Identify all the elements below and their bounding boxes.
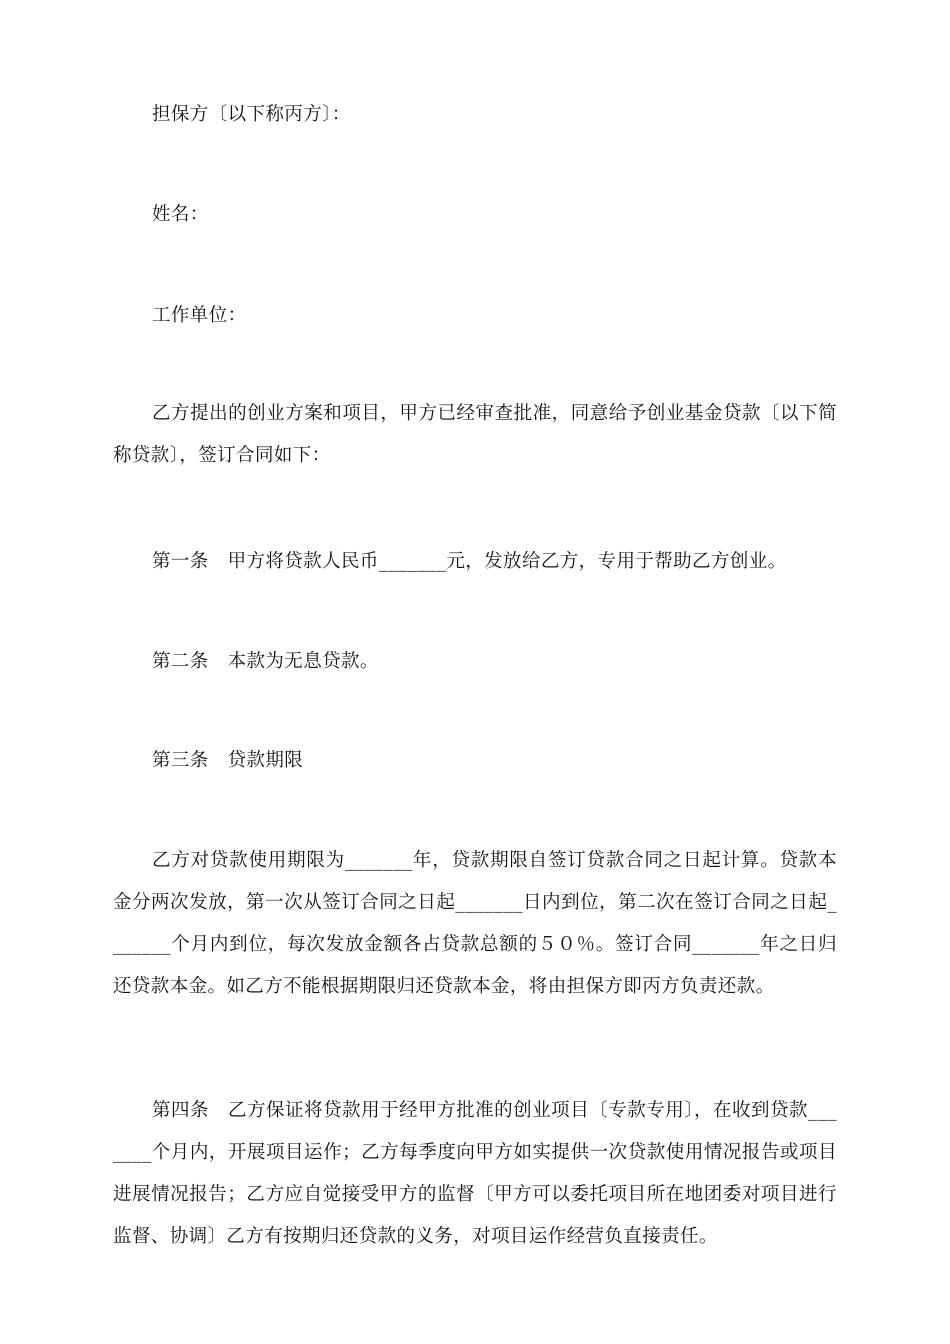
name-field-label: 姓名： [152, 204, 209, 225]
article-3-heading: 第三条 贷款期限 [152, 750, 304, 771]
contract-preamble: 乙方提出的创业方案和项目，甲方已经审查批准，同意给予创业基金贷款〔以下简称贷款〕，签订合同如下： [113, 403, 837, 466]
article-1: 第一条 甲方将贷款人民币_______元，发放给乙方，专用于帮助乙方创业。 [152, 551, 787, 572]
article-4: 第四条 乙方保证将贷款用于经甲方批准的创业项目〔专款专用〕，在收到贷款_______个月内，开展项目运作；乙方每季度向甲方如实提供一次贷款使用情况报告或项目进展情况报告；乙方应自觉接受甲方的监督〔甲方可以委托项目所在地团委对项目进行监督、协调〕乙方有按期归还贷款的义务，对项目运作经营负直接责任。 [113, 1100, 837, 1247]
guarantor-heading: 担保方〔以下称丙方〕： [152, 104, 351, 125]
employer-field-label: 工作单位： [152, 305, 247, 326]
article-2: 第二条 本款为无息贷款。 [152, 651, 379, 672]
article-3-body: 乙方对贷款使用期限为_______年，贷款期限自签订贷款合同之日起计算。贷款本金分两次发放，第一次从签订合同之日起_______日内到位，第二次在签订合同之日起_______个月内到位，每次发放金额各占贷款总额的５０％。签订合同_______年之日归还贷款本金。如乙方不能根据期限归还贷款本金，将由担保方即丙方负责还款。 [113, 850, 837, 997]
